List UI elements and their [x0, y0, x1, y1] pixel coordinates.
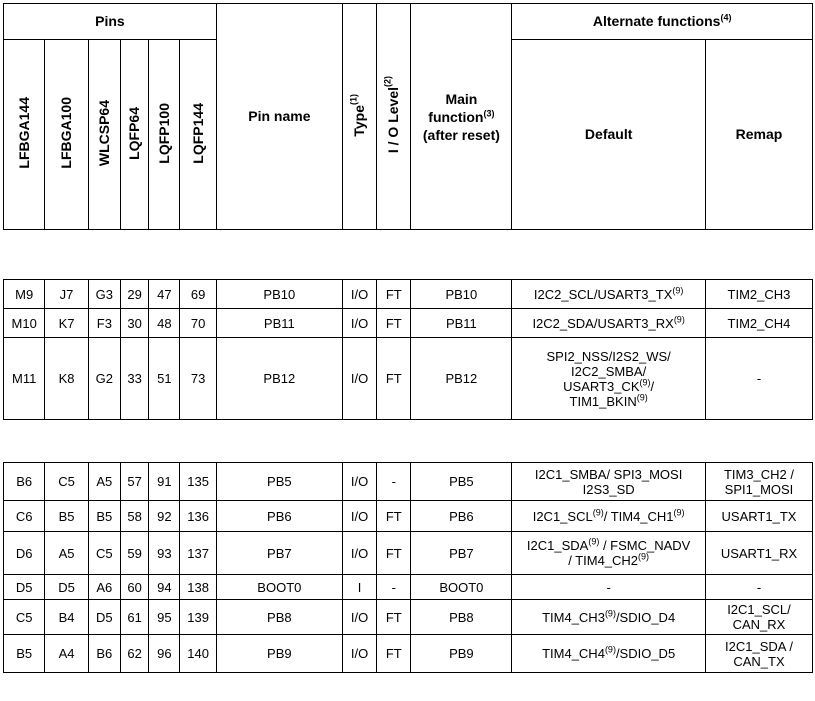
pin-table-group-2 [3, 462, 813, 673]
pin-cell: 91 [149, 463, 180, 501]
pin-cell: D5 [45, 575, 88, 600]
pin-cell: D5 [4, 575, 45, 600]
pin-cell: 92 [149, 501, 180, 532]
pin-cell: 93 [149, 532, 180, 575]
table-row [4, 600, 813, 635]
pin-name-cell: PB11 [216, 309, 342, 338]
remap-cell: USART1_TX [705, 501, 812, 532]
pin-cell: C5 [88, 532, 120, 575]
main-function-header: Main function$^{(3)}$ (after reset) [411, 4, 512, 230]
pin-cell: 140 [180, 635, 216, 673]
main-function-cell: PB11 [411, 309, 512, 338]
pin-cell: A6 [88, 575, 120, 600]
pin-cell: 96 [149, 635, 180, 673]
type-cell: I/O [342, 463, 376, 501]
default-alt-cell: SPI2_NSS/I2S2_WS/ I2C2_SMBA/ USART3_CK$^{(9)}$/ TIM1_BKIN$^{(9)}$ [512, 338, 706, 420]
io-level-cell: FT [377, 532, 411, 575]
remap-cell: TIM2_CH3 [705, 280, 812, 309]
pin-name-cell: PB10 [216, 280, 342, 309]
type-cell: I/O [342, 635, 376, 673]
pin-cell: 135 [180, 463, 216, 501]
pin-table-header [3, 3, 813, 230]
main-function-cell: PB6 [411, 501, 512, 532]
pin-cell: B4 [45, 600, 88, 635]
pin-cell: 61 [120, 600, 148, 635]
pin-cell: 48 [149, 309, 180, 338]
pin-cell: B5 [45, 501, 88, 532]
table-row [4, 280, 813, 309]
pin-cell: C6 [4, 501, 45, 532]
pins-header: Pins [4, 4, 217, 40]
type-cell: I/O [342, 532, 376, 575]
pin-name-cell: PB9 [216, 635, 342, 673]
pin-cell: 137 [180, 532, 216, 575]
pin-name-header: Pin name [216, 4, 342, 230]
pin-cell: M9 [4, 280, 45, 309]
remap-cell: TIM3_CH2 / SPI1_MOSI [705, 463, 812, 501]
remap-header: Remap [705, 40, 812, 230]
pin-cell: 30 [120, 309, 148, 338]
pin-cell: A4 [45, 635, 88, 673]
pin-name-cell: PB5 [216, 463, 342, 501]
pin-table-group-1 [3, 279, 813, 420]
col-lfbga144: LFBGA144 [4, 40, 45, 230]
pin-cell: 59 [120, 532, 148, 575]
pin-cell: A5 [45, 532, 88, 575]
io-level-cell: FT [377, 338, 411, 420]
pin-cell: F3 [88, 309, 120, 338]
io-level-cell: - [377, 575, 411, 600]
type-cell: I [342, 575, 376, 600]
main-function-cell: PB7 [411, 532, 512, 575]
pin-name-cell: PB7 [216, 532, 342, 575]
io-level-cell: FT [377, 635, 411, 673]
pin-name-cell: PB12 [216, 338, 342, 420]
default-alt-cell: TIM4_CH4$^{(9)}$/SDIO_D5 [512, 635, 706, 673]
default-alt-cell: - [512, 575, 706, 600]
io-level-header: I / O Level$^{(2)}$ [377, 4, 411, 230]
pin-cell: 138 [180, 575, 216, 600]
pin-cell: A5 [88, 463, 120, 501]
io-level-cell: - [377, 463, 411, 501]
pin-cell: 47 [149, 280, 180, 309]
col-lfbga100: LFBGA100 [45, 40, 88, 230]
pin-cell: M10 [4, 309, 45, 338]
pin-cell: 33 [120, 338, 148, 420]
col-lqfp144: LQFP144 [180, 40, 216, 230]
pin-cell: 60 [120, 575, 148, 600]
io-level-cell: FT [377, 501, 411, 532]
pin-cell: B6 [4, 463, 45, 501]
pin-cell: C5 [45, 463, 88, 501]
pin-cell: K8 [45, 338, 88, 420]
pin-cell: 95 [149, 600, 180, 635]
remap-cell: TIM2_CH4 [705, 309, 812, 338]
table-row [4, 463, 813, 501]
type-header: Type$^{(1)}$ [342, 4, 376, 230]
pin-cell: 136 [180, 501, 216, 532]
pin-cell: 94 [149, 575, 180, 600]
default-alt-cell: I2C2_SDA/USART3_RX$^{(9)}$ [512, 309, 706, 338]
main-function-cell: PB5 [411, 463, 512, 501]
pin-cell: D5 [88, 600, 120, 635]
pin-name-cell: BOOT0 [216, 575, 342, 600]
pin-cell: B6 [88, 635, 120, 673]
remap-cell: - [705, 575, 812, 600]
pin-cell: K7 [45, 309, 88, 338]
type-cell: I/O [342, 338, 376, 420]
pin-cell: 139 [180, 600, 216, 635]
io-level-cell: FT [377, 280, 411, 309]
table-row [4, 575, 813, 600]
default-alt-cell: I2C1_SCL$^{(9)}$/ TIM4_CH1$^{(9)}$ [512, 501, 706, 532]
pin-cell: G2 [88, 338, 120, 420]
remap-cell: USART1_RX [705, 532, 812, 575]
pin-cell: M11 [4, 338, 45, 420]
alternate-functions-header: Alternate functions$^{(4)}$ [512, 4, 813, 40]
main-function-cell: PB8 [411, 600, 512, 635]
type-cell: I/O [342, 501, 376, 532]
pin-cell: 58 [120, 501, 148, 532]
remap-cell: I2C1_SDA / CAN_TX [705, 635, 812, 673]
pin-cell: B5 [88, 501, 120, 532]
table-row [4, 338, 813, 420]
io-level-cell: FT [377, 600, 411, 635]
pin-cell: 62 [120, 635, 148, 673]
col-lqfp100: LQFP100 [149, 40, 180, 230]
pin-name-cell: PB8 [216, 600, 342, 635]
col-lqfp64: LQFP64 [120, 40, 148, 230]
remap-cell: - [705, 338, 812, 420]
main-function-cell: PB9 [411, 635, 512, 673]
main-function-cell: BOOT0 [411, 575, 512, 600]
default-alt-cell: I2C1_SMBA/ SPI3_MOSI I2S3_SD [512, 463, 706, 501]
pin-cell: D6 [4, 532, 45, 575]
type-cell: I/O [342, 280, 376, 309]
type-cell: I/O [342, 309, 376, 338]
type-cell: I/O [342, 600, 376, 635]
pin-cell: B5 [4, 635, 45, 673]
table-row [4, 501, 813, 532]
pin-cell: 57 [120, 463, 148, 501]
table-row [4, 635, 813, 673]
main-function-cell: PB10 [411, 280, 512, 309]
pin-name-cell: PB6 [216, 501, 342, 532]
default-alt-cell: I2C1_SDA$^{(9)}$ / FSMC_NADV / TIM4_CH2$^{(9)}$ [512, 532, 706, 575]
col-wlcsp64: WLCSP64 [88, 40, 120, 230]
table-row [4, 309, 813, 338]
default-header: Default [512, 40, 706, 230]
io-level-cell: FT [377, 309, 411, 338]
pin-cell: C5 [4, 600, 45, 635]
pin-cell: 70 [180, 309, 216, 338]
pin-cell: 51 [149, 338, 180, 420]
pin-cell: G3 [88, 280, 120, 309]
remap-cell: I2C1_SCL/ CAN_RX [705, 600, 812, 635]
pin-cell: 29 [120, 280, 148, 309]
main-function-cell: PB12 [411, 338, 512, 420]
pin-cell: 73 [180, 338, 216, 420]
default-alt-cell: TIM4_CH3$^{(9)}$/SDIO_D4 [512, 600, 706, 635]
default-alt-cell: I2C2_SCL/USART3_TX$^{(9)}$ [512, 280, 706, 309]
pin-cell: 69 [180, 280, 216, 309]
table-row [4, 532, 813, 575]
pin-cell: J7 [45, 280, 88, 309]
